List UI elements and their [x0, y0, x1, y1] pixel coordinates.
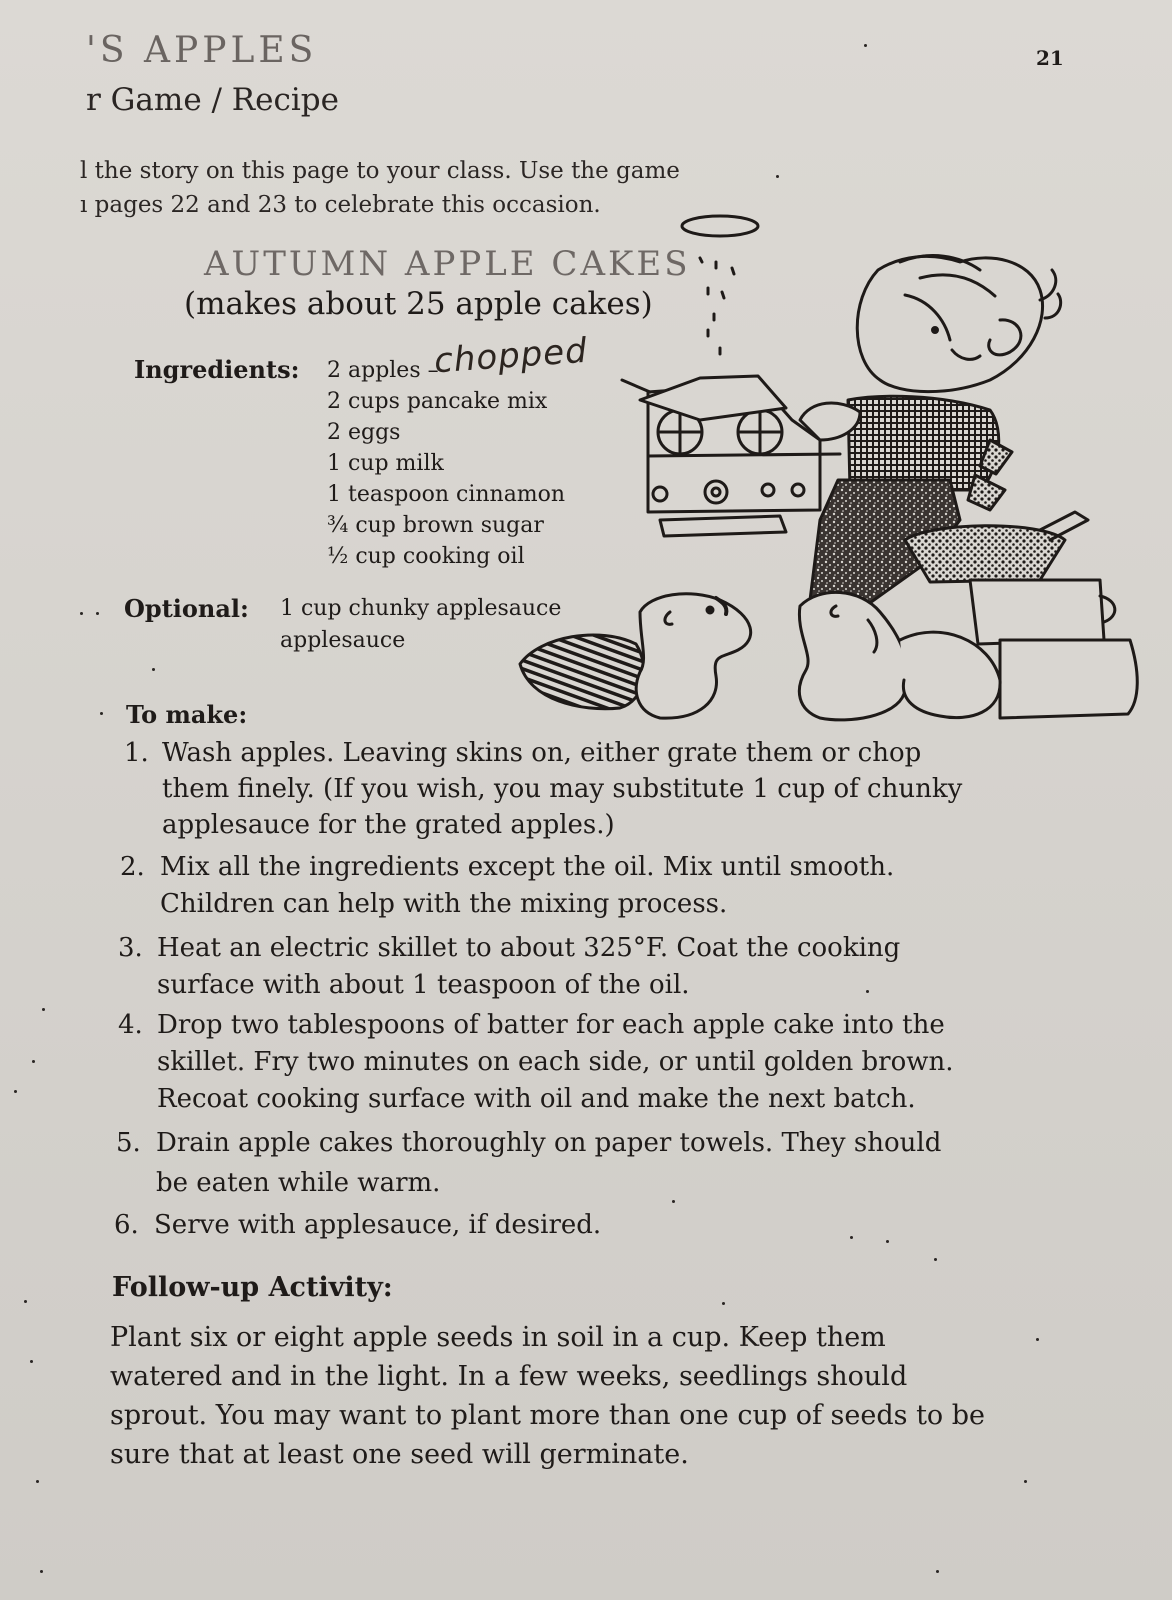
step-line: be eaten while warm. — [156, 1168, 441, 1198]
ingredient-item: 1 cup milk — [327, 451, 444, 476]
squirrel-right — [799, 592, 907, 720]
page-number: 21 — [1036, 46, 1064, 70]
step-line: skillet. Fry two minutes on each side, or until golden brown. — [157, 1047, 954, 1077]
step-line: them finely. (If you wish, you may substitute 1 cup of chunky — [162, 774, 963, 804]
followup-line: sprout. You may want to plant more than one cup of seeds to be — [110, 1400, 986, 1431]
to-make-label: To make: — [126, 700, 248, 729]
ingredient-item: ¾ cup brown sugar — [327, 513, 544, 538]
followup-line: Plant six or eight apple seeds in soil in a cup. Keep them — [110, 1322, 886, 1353]
ingredient-item: 2 cups pancake mix — [327, 389, 548, 414]
intro-line-1: l the story on this page to your class. Use the game — [80, 158, 680, 184]
step-line: Drop two tablespoons of batter for each apple cake into the — [157, 1010, 945, 1040]
ingredient-item: 2 apples – — [327, 358, 439, 383]
step-number: 4. — [118, 1010, 143, 1040]
ingredients-label: Ingredients: — [134, 355, 300, 384]
step-line: Drain apple cakes thoroughly on paper towels. They should — [156, 1128, 942, 1158]
header-subtitle: r Game / Recipe — [86, 82, 339, 118]
recipe-yield: (makes about 25 apple cakes) — [184, 286, 653, 322]
step-line: surface with about 1 teaspoon of the oil. — [157, 970, 690, 1000]
step-line: Mix all the ingredients except the oil. Mix until smooth. — [160, 852, 895, 882]
intro-line-2: ı pages 22 and 23 to celebrate this occasion. — [80, 192, 601, 218]
step-number: 1. — [124, 738, 149, 768]
pot — [970, 580, 1104, 644]
step-line: Children can help with the mixing process. — [160, 889, 728, 919]
handwritten-note: chopped — [432, 330, 589, 382]
step-line: Recoat cooking surface with oil and make the next batch. — [157, 1084, 916, 1114]
optional-label: Optional: — [124, 594, 249, 623]
ingredient-item: 1 teaspoon cinnamon — [327, 482, 566, 507]
step-number: 6. — [114, 1210, 139, 1240]
ingredient-item: ½ cup cooking oil — [327, 544, 525, 569]
step-line: Serve with applesauce, if desired. — [154, 1210, 602, 1240]
squirrel-left — [636, 594, 750, 718]
optional-line: applesauce — [280, 628, 406, 653]
header-title: 'S APPLES — [86, 30, 318, 71]
followup-line: watered and in the light. In a few weeks, seedlings should — [110, 1361, 908, 1392]
followup-label: Follow-up Activity: — [112, 1272, 393, 1303]
step-number: 2. — [120, 852, 145, 882]
followup-line: sure that at least one seed will germinate. — [110, 1439, 689, 1470]
step-line: Wash apples. Leaving skins on, either grate them or chop — [162, 738, 922, 768]
step-line: applesauce for the grated apples.) — [162, 810, 615, 840]
optional-line: 1 cup chunky applesauce — [280, 596, 562, 621]
ingredient-item: 2 eggs — [327, 420, 401, 445]
recipe-title: AUTUMN APPLE CAKES — [204, 244, 691, 284]
step-number: 5. — [116, 1128, 141, 1158]
step-number: 3. — [118, 933, 143, 963]
mixing-bowl — [905, 526, 1065, 582]
step-line: Heat an electric skillet to about 325°F. Coat the cooking — [157, 933, 901, 963]
squirrel-tail — [520, 635, 644, 709]
flying-pancake — [682, 216, 758, 236]
